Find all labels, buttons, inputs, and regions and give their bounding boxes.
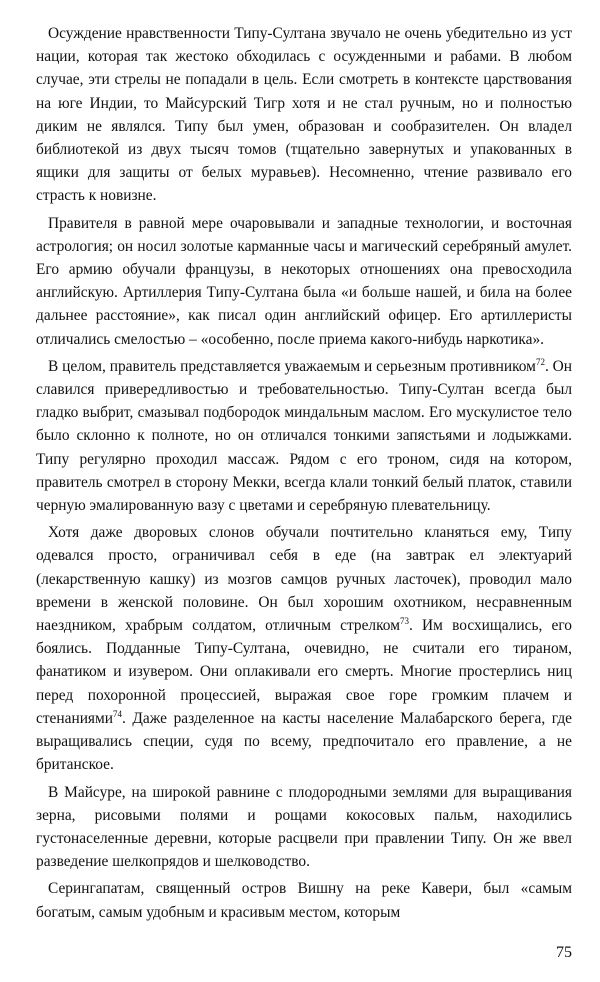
footnote-ref-73[interactable]: 73: [399, 615, 409, 626]
paragraph-text: Осуждение нравственности Типу-Султана звучало не очень убедительно из уст нации, которая так жестоко обходилась с осужденными и рабами. В любом случае, эти стрелы не попадали в цель. Если смотреть в контексте царствования на юге Индии, то Майсурский Тигр хотя и не стал ручным, но и полностью диким не являлся. Типу был умен, образован и сообразителен. Он владел библиотекой из двух тысяч томов (тщательно завернутых и упакованных в ящики для защиты от белых муравьев). Несомненно, чтение развивало его страсть к новизне.: [36, 25, 572, 205]
paragraph-1: [36, 22, 572, 208]
paragraph-text: Хотя даже дворовых слонов обучали почтительно кланяться ему, Типу одевался просто, ограничивал себя в еде (на завтрак ел электуарий (лекарственную кашку) из мозгов самцов ручных ласточек), проводил мало времени в женской половине. Он был хорошим охотником, несравненным наездником, храбрым солдатом, отличным стрелком: [36, 524, 572, 635]
footnote-ref-74[interactable]: 74: [112, 708, 122, 719]
paragraph-text: Правителя в равной мере очаровывали и западные технологии, и восточная астрология; он носил золотые карманные часы и магический серебряный амулет. Его армию обучали французы, в некоторых отношениях она превосходила английскую. Артиллерия Типу-Султана была «и больше нашей, и била на более дальнее расстояние», как писал один английский офицер. Его артиллеристы отличались смелостью – «особенно, после приема какого-нибудь наркотика».: [36, 214, 572, 348]
paragraph-text: . Даже разделенное на касты население Малабарского берега, где выращивались специи, судя по всему, предпочитало его правление, а не британское.: [36, 709, 572, 774]
page-number: 75: [556, 944, 572, 961]
paragraph-4: [36, 521, 572, 776]
paragraph-3: [36, 355, 572, 517]
paragraph-text: . Он славился привередливостью и требовательностью. Типу-Султан всегда был гладко выбрит, смазывал подбородок миндальным маслом. Его мускулистое тело было склонно к полноте, но он отличался тонкими запястьями и лодыжками. Типу регулярно проходил массаж. Рядом с его троном, сидя на котором, правитель смотрел в сторону Мекки, всегда клали тонкий белый платок, ставили черную эмалированную вазу с цветами и серебряную плевательницу.: [36, 357, 573, 515]
paragraph-text: В Майсуре, на широкой равнине с плодородными землями для выращивания зерна, рисовыми полями и рощами кокосовых пальм, находились густонаселенные деревни, которые расцвели при правлении Типу. Он же ввел разведение шелкопрядов и шелководство.: [36, 783, 572, 871]
paragraph-5: [36, 781, 572, 874]
paragraph-text: Серингапатам, священный остров Вишну на реке Кавери, был «самым богатым, самым удобным и красивым местом, которым: [36, 880, 572, 921]
footnote-ref-72[interactable]: 72: [535, 356, 545, 367]
page-body: [36, 22, 572, 924]
paragraph-6: [36, 877, 572, 923]
paragraph-2: [36, 212, 572, 351]
paragraph-text: В целом, правитель представляется уважаемым и серьезным противником: [48, 357, 536, 375]
paragraph-text: . Им восхищались, его боялись. Подданные Типу-Султана, очевидно, не считали его тираном, фанатиком и изувером. Они оплакивали его смерть. Многие простерлись ниц перед похоронной процессией, выражая свое горе громким плачем и стенаниями: [36, 617, 572, 727]
